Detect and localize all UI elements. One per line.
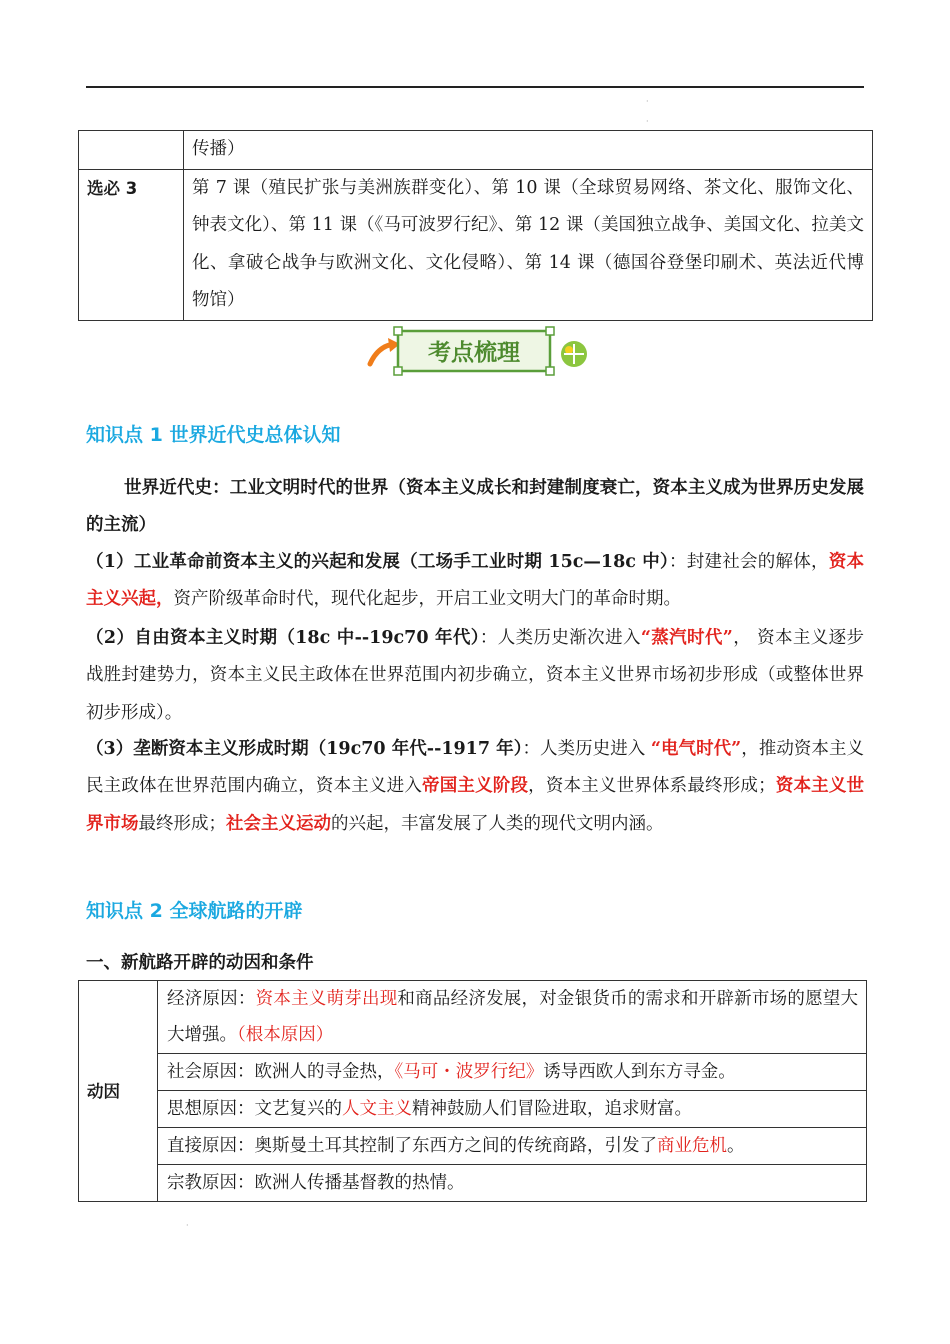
text-run: 的兴起，丰富发展了人类的现代文明内涵。 [331, 813, 664, 834]
text-run: 第 7 课（殖民扩张与美洲族群变化）、第 10 课（全球贸易网络、茶文化、服饰文化、钟表文化）、第 11 课（《马可波罗行纪》、第 12 课（美国独立战争、美国文化、拉美文化、拿破仑战争与欧洲文化、文化侵略）、第 14 课（德国谷登堡印刷术、英法近代博物馆） [192, 178, 864, 311]
text-run: 经济原因： [167, 989, 256, 1009]
text-run: 资产阶级革命时代，现代化起步，开启工业文明大门的革命时期。 [173, 589, 681, 610]
table-cell-label: 选必 3 [79, 170, 184, 321]
table-cell-content [184, 170, 873, 321]
text-run: ：人类历史渐次进入 [479, 628, 641, 648]
kp1-intro: 世界近代史：工业文明时代的世界（资本主义成长和封建制度衰亡，资本主义成为世界历史发展的主流） [86, 478, 864, 536]
text-run: 。 [727, 1136, 745, 1156]
text-run: 最终形成； [138, 813, 226, 834]
kp1-paragraph-1 [86, 544, 864, 619]
highlight-text: 资本主义萌芽出现 [255, 989, 398, 1009]
highlight-text: （3）垄断资本主义形成时期（19c70 年代--1917 年） [86, 739, 523, 759]
table-row [79, 1128, 867, 1165]
highlight-text: 商业危机 [657, 1136, 727, 1156]
table-cell-content [158, 1128, 867, 1165]
text-run: 传播） [192, 139, 245, 159]
motives-table [78, 980, 867, 1202]
banner-text: 考点梳理 [428, 340, 520, 366]
text-run: ，推动资本主义民主政体在世界范围内确立，资本主义进入 [86, 739, 865, 797]
kp2-subtitle: 一、新航路开辟的动因和条件 [86, 953, 314, 973]
banner-corner [546, 367, 554, 375]
table-cell-content [158, 1091, 867, 1128]
banner-corner [546, 327, 554, 335]
page-mark: · [646, 97, 649, 106]
highlight-text: “电气时代” [650, 739, 742, 759]
text-run: ， 资本主义逐步战胜封建势力，资本主义民主政体在世界范围内初步确立，资本主义世界市场初步形成（或整体世界初步形成）。 [86, 628, 864, 723]
table-cell-label [79, 131, 184, 170]
kaodian-banner [364, 320, 590, 382]
table-row [79, 170, 873, 321]
text-run: 诱导西欧人到东方寻金。 [543, 1062, 736, 1082]
text-run: 思想原因：文艺复兴的 [167, 1099, 342, 1119]
table-row [79, 1054, 867, 1091]
text-run: ，资本主义世界体系最终形成； [528, 776, 776, 797]
highlight-text: 人文主义 [342, 1099, 412, 1119]
highlight-text: （1）工业革命前资本主义的兴起和发展（工场手工业时期 15c—18c 中） [86, 552, 670, 572]
table-cell-content [158, 1165, 867, 1202]
highlight-text: 帝国主义阶段 [422, 776, 529, 797]
header-rule [86, 86, 864, 88]
highlight-text: 资本主义兴起， [86, 552, 864, 610]
table-row [79, 1165, 867, 1202]
text-run: 直接原因：奥斯曼土耳其控制了东西方之间的传统商路，引发了 [167, 1136, 657, 1156]
text-run: ：封建社会的解体， [669, 552, 829, 572]
kp2-title: 知识点 2 全球航路的开辟 [86, 900, 303, 922]
page-mark: · [186, 1221, 189, 1230]
kp1-title: 知识点 1 世界近代史总体认知 [86, 424, 341, 446]
text-run: 精神鼓励人们冒险进取，追求财富。 [412, 1099, 692, 1119]
highlight-text: 资本主义世界市场 [86, 776, 865, 834]
table-cell-content [184, 131, 873, 170]
kp1-paragraph-2 [86, 620, 864, 732]
table-row [79, 1091, 867, 1128]
text-run: ：人类历史进入 [522, 739, 651, 759]
table-row [79, 981, 867, 1054]
table-row [79, 131, 873, 170]
highlight-text: 《马可・波罗行纪》 [394, 1062, 544, 1082]
page-mark: · [646, 117, 649, 126]
course-table [78, 130, 873, 321]
table-cell-content [158, 981, 867, 1054]
highlight-text: （2）自由资本主义时期（18c 中--19c70 年代） [86, 628, 480, 648]
text-run: 社会原因：欧洲人的寻金热， [167, 1062, 395, 1082]
text-run: 宗教原因：欧洲人传播基督教的热情。 [167, 1173, 465, 1193]
highlight-text: （根本原因） [237, 1025, 334, 1045]
banner-corner [394, 367, 402, 375]
banner-corner [394, 327, 402, 335]
table-cell-label: 动因 [79, 981, 158, 1202]
table-cell-content [158, 1054, 867, 1091]
text-run: 和商品经济发展，对金银货币的需求和开辟新市场的愿望大大增强。 [167, 989, 859, 1045]
highlight-text: “蒸汽时代” [640, 628, 733, 648]
kp1-paragraph-3 [86, 731, 864, 843]
highlight-text: 社会主义运动 [226, 813, 331, 834]
